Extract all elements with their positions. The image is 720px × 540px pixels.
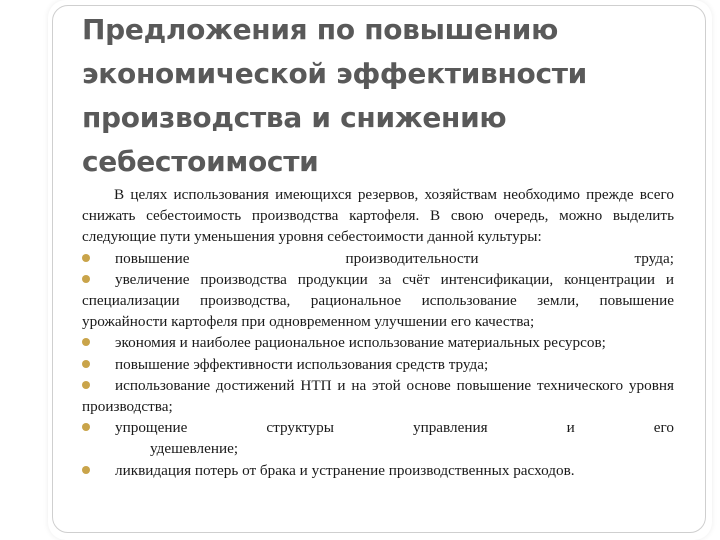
list-item (82, 354, 674, 375)
list-item-text: ликвидация потерь от брака и устранение производственных расходов. (115, 461, 575, 479)
list-item-text: удешевление; (150, 440, 239, 458)
list-item-text: повышение эффективности использования средств труда; (115, 355, 489, 373)
list-item (82, 332, 674, 353)
list-item (82, 417, 674, 438)
title-line: экономической эффективности (82, 57, 587, 90)
bullet-icon (82, 275, 90, 283)
intro-paragraph: В целях использования имеющихся резервов, хозяйствам необходимо прежде всего снижать себестоимость производства картофеля. В свою очередь, можно выделить следующие пути уменьшения уровня себестоимости данной культуры: (82, 186, 674, 246)
list-item-continuation (82, 438, 674, 459)
list-item (82, 375, 674, 417)
list-item-text: использование достижений НТП и на этой основе повышение технического уровня производства; (82, 376, 674, 416)
list-item (82, 248, 674, 269)
title-line: себестоимости (82, 145, 319, 178)
list-item-text: экономия и наиболее рациональное использование материальных ресурсов; (115, 334, 606, 352)
list-item (82, 460, 674, 481)
list-item-text: увеличение производства продукции за счёт интенсификации, концентрации и специализации производства, рациональное использование земли, повышение урожайности картофеля при одновременном улучшении его качества; (82, 270, 674, 331)
title-line: производства и снижению (82, 101, 507, 134)
title-line: Предложения по повышению (82, 13, 559, 46)
bullet-icon (82, 360, 90, 368)
bullet-icon (82, 466, 90, 474)
list-item (82, 269, 674, 333)
slide-title (82, 8, 682, 184)
bullet-icon (82, 381, 90, 389)
slide-body (82, 184, 674, 481)
list-item-text: упрощение структуры управления и его (115, 419, 674, 437)
bullet-icon (82, 254, 90, 262)
list-item-text: повышение производительности труда; (115, 249, 674, 267)
